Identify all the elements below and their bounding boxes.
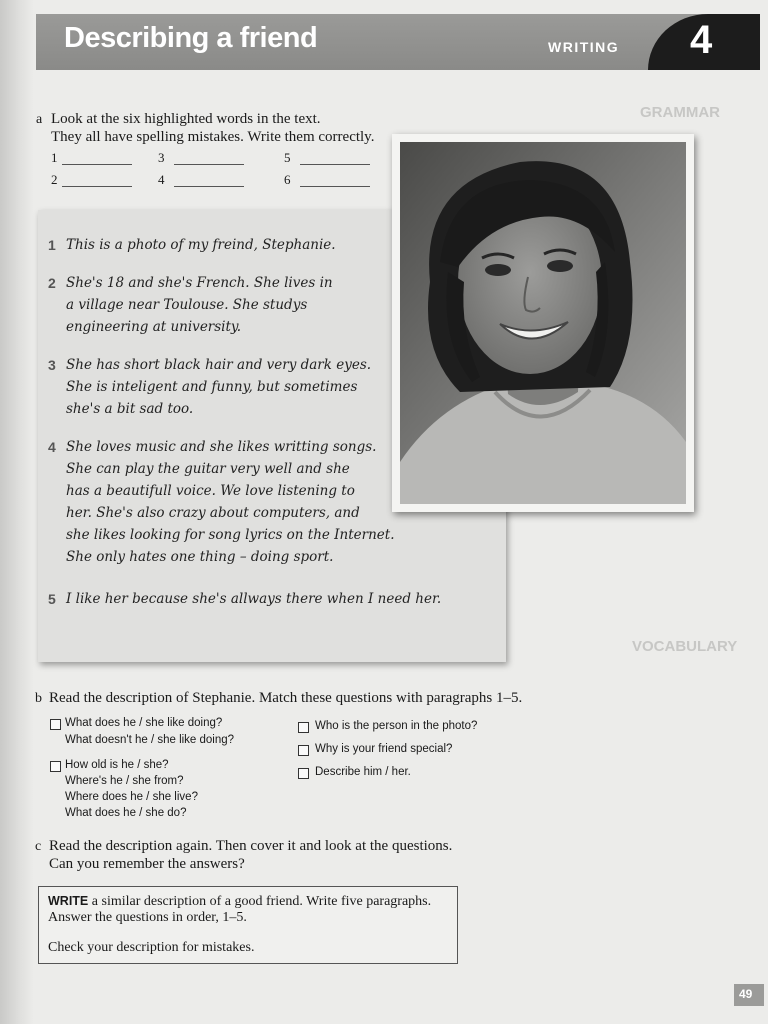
blank-label-3: 3 bbox=[158, 150, 165, 165]
answer-blank-2[interactable] bbox=[62, 186, 132, 187]
paragraph-line: I like her because she's allways there when I need her. bbox=[66, 591, 442, 607]
question-right-2-checkbox[interactable] bbox=[298, 745, 309, 756]
paragraph-line: She's 18 and she's French. She lives in bbox=[66, 275, 333, 291]
question-text: What doesn't he / she like doing? bbox=[65, 734, 235, 746]
writing-task-line-2: Answer the questions in order, 1–5. bbox=[48, 910, 247, 925]
question-text: What does he / she do? bbox=[65, 807, 187, 819]
stephanie-photo bbox=[400, 142, 686, 504]
exercise-c-line-2: Can you remember the answers? bbox=[49, 856, 245, 872]
answer-blank-6[interactable] bbox=[300, 186, 370, 187]
blank-label-5: 5 bbox=[284, 150, 291, 165]
page-title: Describing a friend bbox=[64, 22, 318, 54]
question-text: Where's he / she from? bbox=[65, 775, 184, 787]
question-text: What does he / she like doing? bbox=[65, 717, 223, 729]
question-right-1-checkbox[interactable] bbox=[298, 722, 309, 733]
unit-number: 4 bbox=[690, 18, 713, 62]
paragraph-number: 3 bbox=[48, 357, 56, 373]
exercise-b-letter: b bbox=[35, 691, 42, 706]
question-group-2-checkbox[interactable] bbox=[50, 761, 61, 772]
exercise-b-instruction: Read the description of Stephanie. Match these questions with paragraphs 1–5. bbox=[49, 690, 523, 706]
paragraph-line: her. She's also crazy about computers, and bbox=[66, 505, 360, 521]
question-group-1-checkbox[interactable] bbox=[50, 719, 61, 730]
answer-blank-1[interactable] bbox=[62, 164, 132, 165]
paragraph-line: a village near Toulouse. She studys bbox=[66, 297, 308, 313]
question-text: Who is the person in the photo? bbox=[315, 720, 478, 732]
blank-label-2: 2 bbox=[51, 172, 58, 187]
question-right-3-checkbox[interactable] bbox=[298, 768, 309, 779]
paragraph-line: She only hates one thing – doing sport. bbox=[66, 549, 334, 565]
exercise-a-line-2: They all have spelling mistakes. Write them correctly. bbox=[51, 129, 375, 145]
paragraph-line: she likes looking for song lyrics on the Internet. bbox=[66, 527, 395, 543]
answer-blank-4[interactable] bbox=[174, 186, 244, 187]
writing-task-line-3: Check your description for mistakes. bbox=[48, 940, 255, 955]
exercise-c-letter: c bbox=[35, 839, 42, 854]
paragraph-number: 4 bbox=[48, 439, 56, 455]
section-label: WRITING bbox=[548, 39, 620, 55]
answer-blank-5[interactable] bbox=[300, 164, 370, 165]
question-text: Why is your friend special? bbox=[315, 743, 453, 755]
paragraph-line: This is a photo of my freind, Stephanie. bbox=[66, 237, 336, 253]
exercise-a-letter: a bbox=[36, 112, 43, 127]
blank-label-1: 1 bbox=[51, 150, 58, 165]
paragraph-line: She has short black hair and very dark eyes. bbox=[66, 357, 372, 373]
exercise-a-line-1: Look at the six highlighted words in the text. bbox=[51, 111, 321, 127]
paragraph-number: 2 bbox=[48, 275, 56, 291]
paragraph-line: she's a bit sad too. bbox=[66, 401, 194, 417]
paragraph-line: has a beautifull voice. We love listening to bbox=[66, 483, 355, 499]
bleed-grammar-heading: GRAMMAR bbox=[640, 104, 720, 121]
paragraph-line: She loves music and she likes writting songs. bbox=[66, 439, 377, 455]
question-text: How old is he / she? bbox=[65, 759, 169, 771]
question-text: Where does he / she live? bbox=[65, 791, 198, 803]
exercise-c-line-1: Read the description again. Then cover it and look at the questions. bbox=[49, 838, 453, 854]
question-text: Describe him / her. bbox=[315, 766, 411, 778]
blank-label-6: 6 bbox=[284, 172, 291, 187]
writing-task-line-1-text: a similar description of a good friend. Write five paragraphs. bbox=[88, 894, 432, 909]
paragraph-number: 1 bbox=[48, 237, 56, 253]
page-number: 49 bbox=[739, 987, 753, 1001]
blank-label-4: 4 bbox=[158, 172, 165, 187]
paragraph-number: 5 bbox=[48, 591, 56, 607]
paragraph-line: She is inteligent and funny, but sometimes bbox=[66, 379, 358, 395]
paragraph-line: She can play the guitar very well and she bbox=[66, 461, 350, 477]
paragraph-line: engineering at university. bbox=[66, 319, 242, 335]
photo-frame bbox=[392, 134, 694, 512]
write-keyword: WRITE bbox=[48, 894, 89, 908]
answer-blank-3[interactable] bbox=[174, 164, 244, 165]
bleed-vocabulary-heading: VOCABULARY bbox=[632, 638, 738, 655]
page-binding-shadow bbox=[0, 0, 34, 1024]
